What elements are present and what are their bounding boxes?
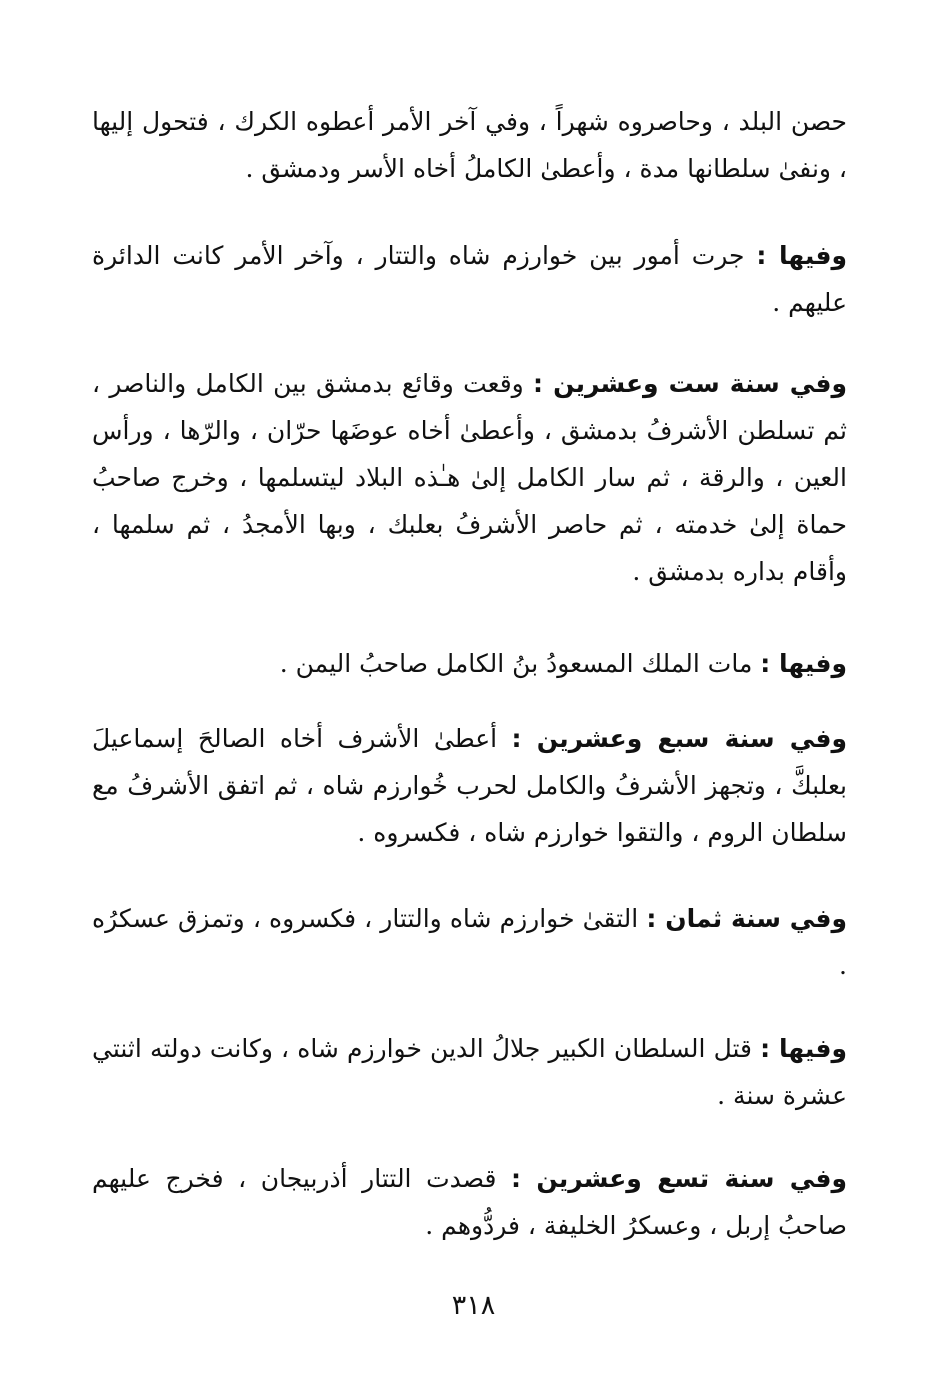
paragraph-6 bbox=[92, 895, 847, 989]
paragraph-text: قتل السلطان الكبير جلالُ الدين خوارزم شاه ، وكانت دولته اثنتي عشرة سنة . bbox=[92, 1034, 847, 1110]
paragraph-2 bbox=[92, 232, 847, 326]
paragraph-text: التقىٰ خوارزم شاه والتتار ، فكسروه ، وتمزق عسكرُه . bbox=[92, 904, 847, 980]
paragraph-text: وقعت وقائع بدمشق بين الكامل والناصر ، ثم تسلطن الأشرفُ بدمشق ، وأعطىٰ أخاه عوضَها حرّان ، والرّها ، ورأس العين ، والرقة ، ثم سار الكامل إلىٰ هـٰذه البلاد ليتسلمها ، وخرج صاحبُ حماة إلىٰ خدمته ، ثم حاصر الأشرفُ بعلبك ، وبها الأمجدُ ، ثم سلمها ، وأقام بداره بدمشق . bbox=[92, 369, 847, 586]
paragraph-lead: وفيها : bbox=[760, 1034, 847, 1063]
paragraph-3 bbox=[92, 360, 847, 595]
paragraph-text: أعطىٰ الأشرف أخاه الصالحَ إسماعيلَ بعلبكَّ ، وتجهز الأشرفُ والكامل لحرب خُوارزم شاه ، ثم اتفق الأشرفُ مع سلطان الروم ، والتقوا خوارزم شاه ، فكسروه . bbox=[92, 724, 847, 847]
paragraph-lead: وفيها : bbox=[760, 649, 847, 678]
paragraph-8 bbox=[92, 1155, 847, 1249]
paragraph-4 bbox=[92, 640, 847, 687]
paragraph-7 bbox=[92, 1025, 847, 1119]
paragraph-lead: وفي سنة ست وعشرين : bbox=[533, 369, 847, 398]
page-number: ٣١٨ bbox=[451, 1290, 496, 1321]
paragraph-text: حصن البلد ، وحاصروه شهراً ، وفي آخر الأمر أعطوه الكرك ، فتحول إليها ، ونفىٰ سلطانها مدة ، وأعطىٰ الكاملُ أخاه الأسر ودمشق . bbox=[92, 107, 847, 183]
paragraph-lead: وفي سنة تسع وعشرين : bbox=[511, 1164, 847, 1193]
paragraph-text: مات الملك المسعودُ بنُ الكامل صاحبُ اليمن . bbox=[279, 649, 761, 678]
paragraph-lead: وفيها : bbox=[756, 241, 847, 270]
paragraph-text: جرت أمور بين خوارزم شاه والتتار ، وآخر الأمر كانت الدائرة عليهم . bbox=[92, 241, 847, 317]
paragraph-lead: وفي سنة ثمان : bbox=[646, 904, 847, 933]
paragraph-5 bbox=[92, 715, 847, 856]
paragraph-lead: وفي سنة سبع وعشرين : bbox=[511, 724, 847, 753]
paragraph-1 bbox=[92, 98, 847, 192]
paragraph-text: قصدت التتار أذربيجان ، فخرج عليهم صاحبُ إربل ، وعسكرُ الخليفة ، فردُّوهم . bbox=[92, 1164, 847, 1240]
